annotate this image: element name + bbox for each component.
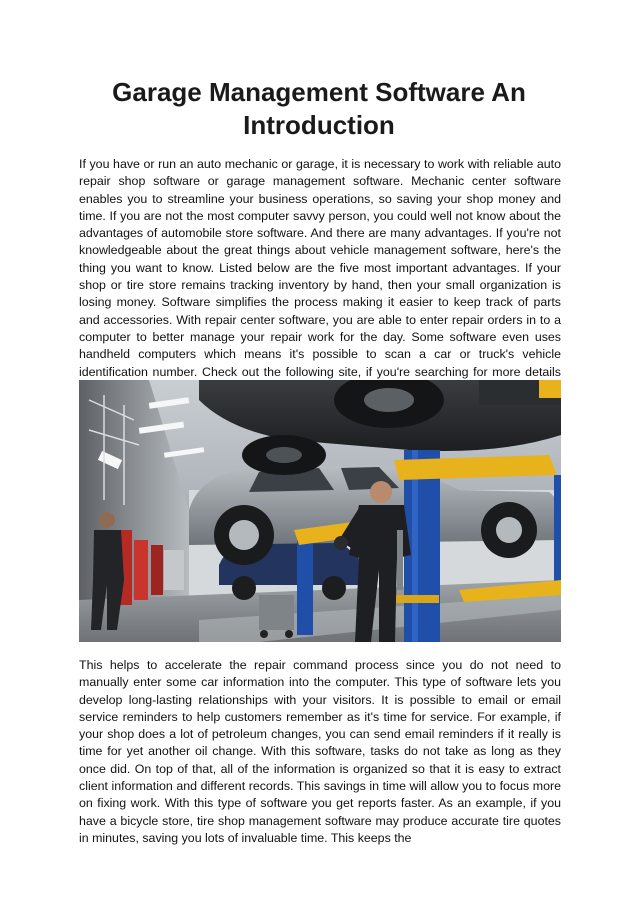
benefits-paragraph: This helps to accelerate the repair command process since you do not need to manually enter some car information into the computer. This type of software lets you develop long-lasting relationships with your visitors. It is possible to email or email service reminders to help customers remember as it's time for service. For example, if your shop does a lot of petroleum changes, you can send email reminders if it really is time for yet another oil change. With this software, tasks do not take as long as they once did. On top of that, all of the information is organized so that it is easy to extract client information and different records. This savings in time will allow you to focus more on fixing work. With this type of software you get reports faster. As an example, if you have a bicycle store, tire shop management software may produce accurate tire quotes in minutes, saving you lots of invaluable time. This keeps the <box>79 658 561 845</box>
intro-paragraph-text: If you have or run an auto mechanic or garage, it is necessary to work with reliable auto repair shop software or garage management software. Mechanic center software enables you to streamline your business operations, so saving your shop money and time. If you are not the most computer savvy person, you could well not know about the advantages of automobile store software. And there are many advantages. If you're not knowledgeable about the great things about vehicle management software, here's the thing you want to know. Listed below are the five most important advantages. If your shop or tire store remains tracking inventory by hand, then your small organization is losing money. Software simplifies the process making it easier to keep track of parts and accessories. With repair center software, you are able to enter repair orders in to a computer to better manage your repair work for the day. Some software even uses handheld computers which means it's possible to scan a car or truck's vehicle identification number. Check out the following site, if you're searching for more details <box>79 157 561 379</box>
garage-photo <box>79 380 561 642</box>
intro-paragraph <box>79 156 561 398</box>
page-title: Garage Management Software An Introduction <box>112 77 526 140</box>
